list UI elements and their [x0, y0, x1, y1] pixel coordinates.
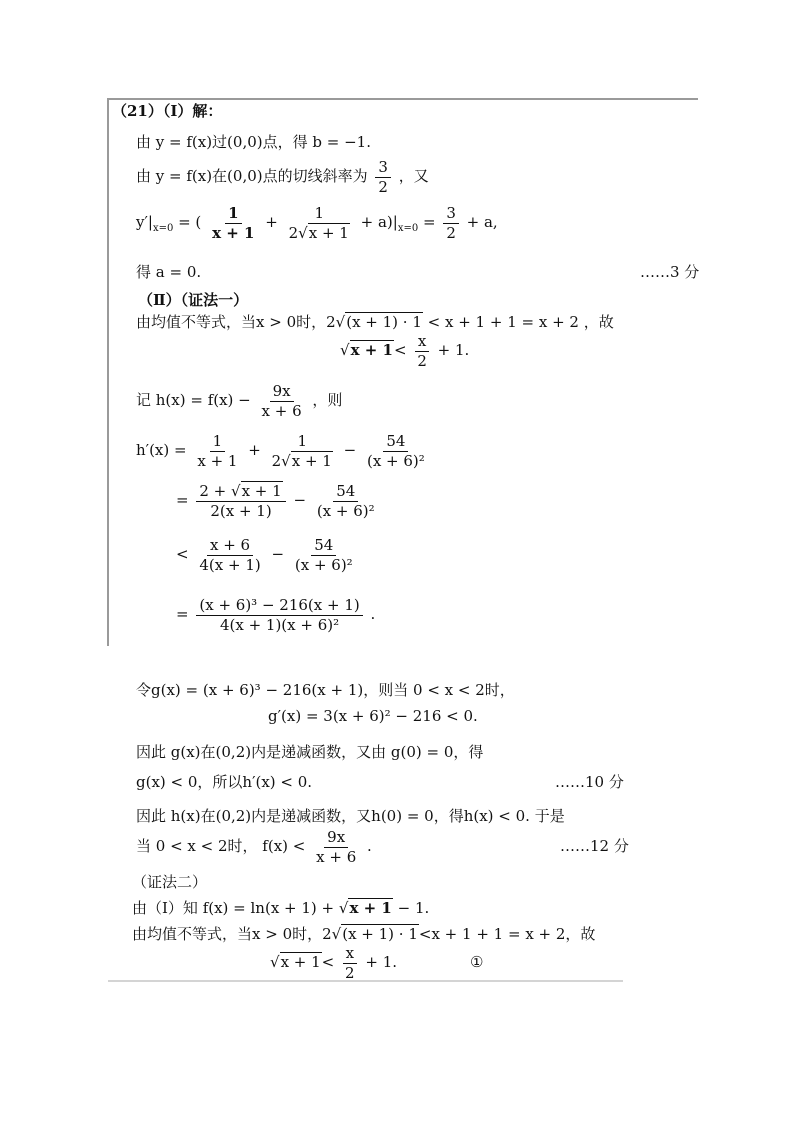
proof2-f-definition: 由（Ⅰ）知 f(x) = ln(x + 1) + √x + 1 − 1.: [132, 899, 430, 917]
h-decreasing: 因此 h(x)在(0,2)内是递减函数，又h(0) = 0，得h(x) < 0. 于是: [136, 807, 565, 825]
problem-header: （21）（Ⅰ）解：: [112, 102, 223, 120]
g-derivative: g′(x) = 3(x + 6)² − 216 < 0.: [268, 707, 478, 725]
left-border: [107, 98, 109, 646]
part1-line1: 由 y = f(x)过(0,0)点，得 b = −1.: [136, 133, 371, 151]
g-decreasing: 因此 g(x)在(0,2)内是递减函数，又由 g(0) = 0，得: [136, 743, 484, 761]
top-border: [108, 98, 698, 100]
proof2-header: （证法二）: [132, 873, 208, 891]
derivative-step1: h′(x) = $\frac{1}{x + 1}$ + $\frac{1}{2√x + 1}$ − $\frac{54}{\text{(x + 6)²}}$: [136, 431, 425, 470]
fraction-three-halves: $\frac{3}{2}$: [375, 159, 391, 196]
score-3: ……3 分: [640, 263, 700, 281]
derivative-step4: = $\frac{\text{(x + 6)³ − 216(x + 1)}}{\text{4(x + 1)(x + 6)²}}$ .: [176, 595, 376, 634]
score-10: ……10 分: [555, 773, 624, 791]
derivative-step3: < $\frac{x + 6}{4(x + 1)}$ − $\frac{54}{\text{(x + 6)²}}$: [176, 535, 353, 574]
define-g: 令g(x) = (x + 6)³ − 216(x + 1)，则当 0 < x < 2时，: [136, 681, 515, 699]
proof1-header: （Ⅱ）（证法一）: [138, 291, 249, 309]
score-12: ……12 分: [560, 837, 629, 855]
g-negative: g(x) < 0，所以h′(x) < 0.: [136, 773, 313, 791]
part1-line2: 由 y = f(x)在(0,0)点的切线斜率为 $\frac{3}{2}$ ，又: [136, 157, 429, 196]
part1-result: 得 a = 0.: [136, 263, 202, 281]
part1-derivative: $y'|_{x=0}$ = ( $\frac{1}{x + 1}$ + $\frac{1}{2√x + 1}$ + $a)|_{x=0}$ = $\frac{3}{2}$ + a,: [136, 203, 498, 242]
conclusion: 当 0 < x < 2时， f(x) < $\frac{9x}{x + 6}$ .: [136, 827, 372, 866]
proof2-am-gm: 由均值不等式，当x > 0时，2√(x + 1) · 1<x + 1 + 1 = x + 2，故: [132, 925, 596, 943]
proof1-sqrt-bound: √x + 1< $\frac{x}{2}$ + 1.: [340, 331, 470, 370]
derivative-step2: = $\frac{2 + √x + 1}{2(x + 1)}$ − $\frac{54}{\text{(x + 6)²}}$: [176, 481, 375, 520]
proof1-define-h: 记 h(x) = f(x) − $\frac{9x}{x + 6}$ ，则: [136, 381, 343, 420]
proof2-sqrt-bound: √x + 1< $\frac{x}{2}$ + 1.: [270, 943, 398, 982]
equation-marker-1: ①: [470, 953, 484, 971]
proof1-am-gm: 由均值不等式，当x > 0时，2√(x + 1) · 1 < x + 1 + 1 = x + 2 ，故: [136, 313, 614, 331]
